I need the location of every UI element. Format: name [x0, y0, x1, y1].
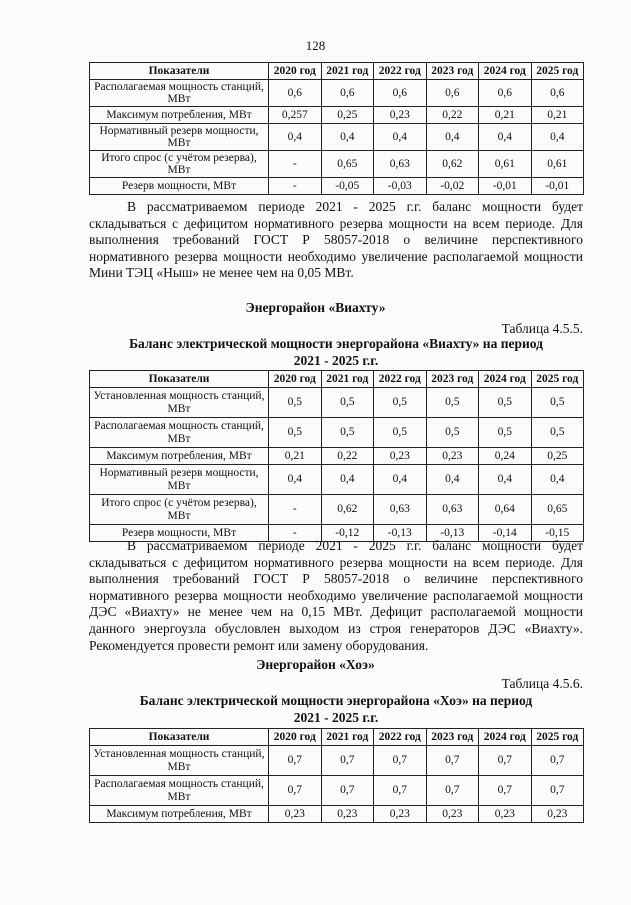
value-cell: 0,7: [426, 776, 479, 806]
value-cell: 0,65: [531, 495, 584, 525]
value-cell: 0,6: [269, 80, 322, 107]
value-cell: 0,5: [479, 418, 532, 448]
value-cell: -: [269, 178, 322, 195]
header-cell: 2021 год: [321, 729, 374, 746]
table-row: [90, 418, 584, 448]
value-cell: 0,7: [531, 776, 584, 806]
value-cell: 0,63: [374, 151, 427, 178]
value-cell: 0,21: [479, 107, 532, 124]
value-cell: 0,4: [269, 124, 322, 151]
value-cell: 0,4: [531, 124, 584, 151]
value-cell: 0,5: [269, 388, 322, 418]
table-row: [90, 448, 584, 465]
section-heading-viakhtu: Энергорайон «Виахту»: [245, 300, 386, 315]
section-heading-khoe: Энергорайон «Хоэ»: [256, 657, 375, 672]
header-cell: 2025 год: [531, 63, 584, 80]
value-cell: 0,23: [321, 806, 374, 823]
value-cell: 0,7: [321, 776, 374, 806]
table-title-period: 2021 - 2025 г.г.: [293, 710, 379, 725]
value-cell: 0,7: [479, 776, 532, 806]
value-cell: 0,5: [426, 418, 479, 448]
paragraph-text: В рассматриваемом периоде 2021 - 2025 г.г. баланс мощности будет складываться с дефицитом нормативного резерва мощности на всем периоде. Для выполнения требований ГОСТ Р 58057-2018 о величине перспективного нормативного резерва мощности необходимо увеличение располагаемой мощности ДЭС «Виахту» не менее чем на 0,15 МВт. Дефицит располагаемой мощности данного энергоузла обусловлен выходом из строя генераторов ДЭС «Виахту». Рекомендуется провести ремонт или замену оборудования.: [89, 538, 583, 653]
value-cell: 0,7: [374, 776, 427, 806]
value-cell: 0,23: [426, 448, 479, 465]
header-cell: 2022 год: [374, 371, 427, 388]
value-cell: 0,5: [374, 388, 427, 418]
table-row: [90, 107, 584, 124]
value-cell: 0,7: [479, 746, 532, 776]
header-cell: 2020 год: [269, 729, 322, 746]
row-label-cell: Итого спрос (с учётом резерва), МВт: [90, 495, 269, 525]
table-row: [90, 746, 584, 776]
row-label-cell: Располагаемая мощность станций, МВт: [90, 80, 269, 107]
value-cell: 0,25: [531, 448, 584, 465]
value-cell: 0,4: [374, 124, 427, 151]
value-cell: 0,7: [269, 776, 322, 806]
value-cell: 0,61: [479, 151, 532, 178]
header-cell: 2024 год: [479, 371, 532, 388]
header-cell: 2022 год: [374, 63, 427, 80]
table-khoe-balance: [89, 728, 584, 823]
value-cell: -0,14: [479, 525, 532, 542]
value-cell: 0,65: [321, 151, 374, 178]
value-cell: 0,7: [269, 746, 322, 776]
table-header-row: [90, 371, 584, 388]
header-cell: 2022 год: [374, 729, 427, 746]
value-cell: 0,62: [426, 151, 479, 178]
value-cell: 0,5: [321, 388, 374, 418]
value-cell: 0,5: [269, 418, 322, 448]
row-label-cell: Располагаемая мощность станций, МВт: [90, 418, 269, 448]
value-cell: 0,61: [531, 151, 584, 178]
table-label: Таблица 4.5.5.: [501, 321, 583, 336]
header-cell: 2020 год: [269, 371, 322, 388]
value-cell: 0,4: [321, 465, 374, 495]
value-cell: 0,25: [321, 107, 374, 124]
value-cell: 0,6: [374, 80, 427, 107]
value-cell: 0,4: [426, 465, 479, 495]
value-cell: 0,23: [531, 806, 584, 823]
value-cell: -: [269, 525, 322, 542]
header-cell: 2023 год: [426, 729, 479, 746]
table-row: [90, 495, 584, 525]
value-cell: 0,5: [321, 418, 374, 448]
value-cell: 0,4: [269, 465, 322, 495]
value-cell: 0,22: [321, 448, 374, 465]
value-cell: 0,5: [374, 418, 427, 448]
value-cell: 0,257: [269, 107, 322, 124]
row-label-cell: Итого спрос (с учётом резерва), МВт: [90, 151, 269, 178]
header-cell: Показатели: [90, 371, 269, 388]
value-cell: 0,63: [374, 495, 427, 525]
paragraph-text: В рассматриваемом периоде 2021 - 2025 г.г. баланс мощности будет складываться с дефицитом нормативного резерва мощности на всем периоде. Для выполнения требований ГОСТ Р 58057-2018 о величине перспективного нормативного резерва мощности необходимо увеличение располагаемой мощности Мини ТЭЦ «Ныш» не менее чем на 0,05 МВт.: [89, 199, 583, 281]
value-cell: -0,03: [374, 178, 427, 195]
table-row: [90, 80, 584, 107]
header-cell: 2021 год: [321, 63, 374, 80]
value-cell: -0,01: [531, 178, 584, 195]
value-cell: 0,5: [531, 388, 584, 418]
value-cell: 0,7: [531, 746, 584, 776]
table-row: [90, 465, 584, 495]
header-cell: Показатели: [90, 63, 269, 80]
value-cell: 0,64: [479, 495, 532, 525]
value-cell: -0,12: [321, 525, 374, 542]
value-cell: 0,4: [426, 124, 479, 151]
value-cell: 0,21: [531, 107, 584, 124]
table-title-period: 2021 - 2025 г.г.: [293, 353, 379, 368]
header-cell: 2025 год: [531, 729, 584, 746]
header-cell: 2023 год: [426, 371, 479, 388]
value-cell: 0,7: [374, 746, 427, 776]
value-cell: 0,4: [321, 124, 374, 151]
paragraph-nysh-conclusion: [89, 199, 583, 282]
header-cell: 2025 год: [531, 371, 584, 388]
value-cell: 0,4: [374, 465, 427, 495]
value-cell: -: [269, 151, 322, 178]
table-title: Баланс электрической мощности энергорайона «Виахту» на период: [129, 336, 543, 351]
value-cell: 0,4: [479, 124, 532, 151]
row-label-cell: Нормативный резерв мощности, МВт: [90, 124, 269, 151]
table-header-row: [90, 729, 584, 746]
row-label-cell: Установленная мощность станций, МВт: [90, 746, 269, 776]
header-cell: Показатели: [90, 729, 269, 746]
table-nysh-balance: [89, 62, 584, 195]
value-cell: 0,23: [374, 448, 427, 465]
row-label-cell: Максимум потребления, МВт: [90, 806, 269, 823]
value-cell: -: [269, 495, 322, 525]
row-label-cell: Нормативный резерв мощности, МВт: [90, 465, 269, 495]
row-label-cell: Резерв мощности, МВт: [90, 525, 269, 542]
header-cell: 2021 год: [321, 371, 374, 388]
value-cell: 0,6: [479, 80, 532, 107]
value-cell: 0,5: [531, 418, 584, 448]
table-row: [90, 388, 584, 418]
row-label-cell: Резерв мощности, МВт: [90, 178, 269, 195]
row-label-cell: Располагаемая мощность станций, МВт: [90, 776, 269, 806]
row-label-cell: Установленная мощность станций, МВт: [90, 388, 269, 418]
value-cell: 0,6: [321, 80, 374, 107]
table-viakhtu-balance: [89, 370, 584, 542]
table-row: [90, 806, 584, 823]
table-title: Баланс электрической мощности энергорайона «Хоэ» на период: [139, 693, 533, 708]
page-number: 128: [305, 38, 326, 53]
value-cell: -0,01: [479, 178, 532, 195]
value-cell: 0,23: [479, 806, 532, 823]
value-cell: 0,62: [321, 495, 374, 525]
table-row: [90, 151, 584, 178]
value-cell: 0,23: [269, 806, 322, 823]
value-cell: 0,6: [426, 80, 479, 107]
header-cell: 2024 год: [479, 63, 532, 80]
header-cell: 2023 год: [426, 63, 479, 80]
paragraph-viakhtu-conclusion: [89, 538, 583, 654]
table-row: [90, 124, 584, 151]
value-cell: 0,22: [426, 107, 479, 124]
table-label: Таблица 4.5.6.: [501, 676, 583, 691]
value-cell: 0,5: [479, 388, 532, 418]
value-cell: 0,23: [374, 806, 427, 823]
value-cell: -0,02: [426, 178, 479, 195]
value-cell: 0,4: [531, 465, 584, 495]
value-cell: -0,05: [321, 178, 374, 195]
table-body: [90, 388, 584, 542]
row-label-cell: Максимум потребления, МВт: [90, 448, 269, 465]
table-row: [90, 178, 584, 195]
value-cell: 0,4: [479, 465, 532, 495]
value-cell: -0,13: [374, 525, 427, 542]
value-cell: 0,24: [479, 448, 532, 465]
header-cell: 2024 год: [479, 729, 532, 746]
value-cell: 0,23: [374, 107, 427, 124]
row-label-cell: Максимум потребления, МВт: [90, 107, 269, 124]
table-body: [90, 746, 584, 823]
table-row: [90, 776, 584, 806]
header-cell: 2020 год: [269, 63, 322, 80]
value-cell: 0,7: [426, 746, 479, 776]
value-cell: -0,15: [531, 525, 584, 542]
table-body: [90, 80, 584, 195]
table-header-row: [90, 63, 584, 80]
value-cell: 0,5: [426, 388, 479, 418]
value-cell: 0,7: [321, 746, 374, 776]
value-cell: 0,21: [269, 448, 322, 465]
value-cell: 0,23: [426, 806, 479, 823]
value-cell: 0,63: [426, 495, 479, 525]
value-cell: 0,6: [531, 80, 584, 107]
value-cell: -0,13: [426, 525, 479, 542]
